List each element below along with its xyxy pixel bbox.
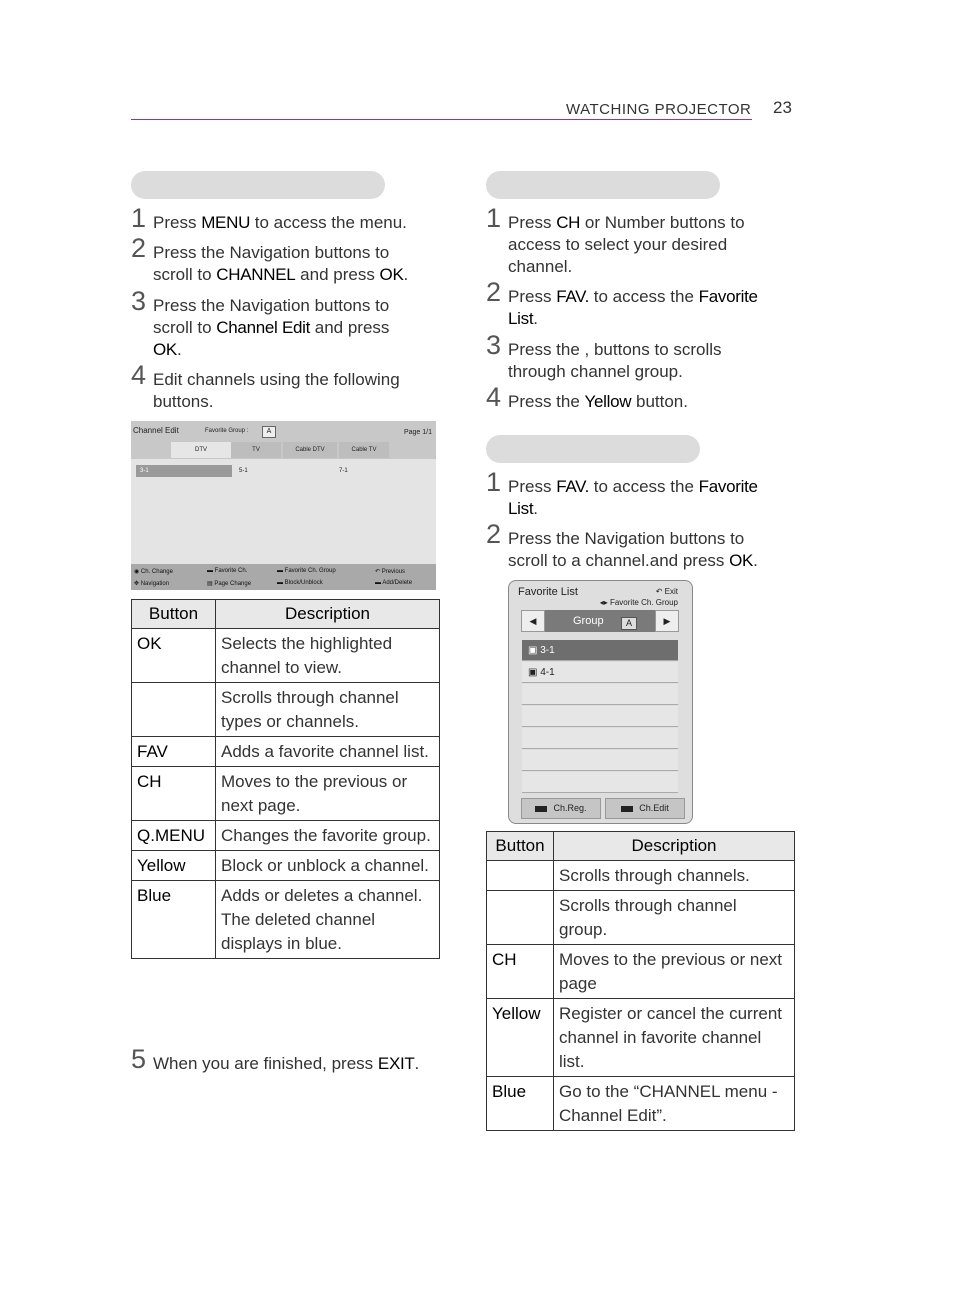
empty-row — [522, 772, 678, 793]
arrow-left-icon: ◀ — [521, 610, 545, 632]
step-text — [508, 391, 776, 413]
step-text — [508, 339, 776, 383]
favorite-group-value: A — [262, 426, 276, 438]
key-term: Favorite List — [508, 287, 758, 328]
table-row — [487, 861, 795, 891]
ch-edit-button: Ch.Edit — [605, 798, 685, 819]
table-header: Description — [216, 600, 440, 629]
key-term: EXIT — [377, 1054, 415, 1073]
description-cell: Scrolls through channels. — [554, 861, 795, 891]
instruction-step — [486, 277, 776, 330]
footer-block-unblock: ▬ Block/Unblock — [277, 580, 323, 586]
description-cell: Register or cancel the current channel in favorite channel list. — [554, 999, 795, 1077]
table-row — [132, 767, 440, 821]
footer-favorite-group: ▬ Favorite Ch. Group — [277, 568, 336, 574]
favorite-channel-selected: ▣ 3-1 — [522, 640, 678, 661]
tab-tv: TV — [231, 442, 281, 458]
instruction-step — [486, 467, 776, 520]
group-selector — [521, 610, 679, 632]
step-text — [153, 295, 421, 361]
step-fragment: to access the — [589, 477, 699, 496]
ch-reg-button: Ch.Reg. — [521, 798, 601, 819]
instruction-step — [131, 233, 421, 286]
step-number: 4 — [131, 360, 147, 390]
step-fragment: . — [403, 265, 409, 284]
step-text — [153, 369, 421, 413]
channel-edit-screen — [131, 421, 436, 590]
group-label: Group — [573, 615, 604, 627]
step-number: 1 — [486, 203, 502, 233]
instruction-step — [486, 203, 776, 278]
table-row — [487, 945, 795, 999]
step-fragment: Press — [508, 213, 557, 232]
step-fragment: Press the Navigation buttons to scroll to a channel.and press — [508, 529, 745, 570]
key-term: CHANNEL — [216, 265, 296, 284]
footer-ch-change: ◉ Ch. Change — [134, 569, 173, 575]
description-cell: Adds or deletes a channel. The deleted channel displays in blue. — [216, 881, 440, 959]
step-number: 3 — [486, 330, 502, 360]
key-term: MENU — [201, 213, 251, 232]
favorite-list-title: Favorite List — [518, 586, 578, 598]
header-section-title: WATCHING PROJECTOR — [566, 101, 752, 118]
instruction-step — [131, 1044, 451, 1075]
step-fragment: Press the , buttons to scrolls through channel group. — [508, 340, 722, 381]
step-fragment: Edit channels using the following buttons. — [153, 370, 400, 411]
page-indicator: Page 1/1 — [403, 429, 432, 436]
step-fragment: Press the — [508, 392, 585, 411]
button-name-cell — [487, 891, 554, 945]
footer-previous: ↶ Previous — [375, 569, 406, 575]
step-number: 3 — [131, 286, 147, 316]
description-cell: Scrolls through channel group. — [554, 891, 795, 945]
step-number: 2 — [486, 519, 502, 549]
key-term: Channel Edit — [216, 318, 311, 337]
key-term: OK — [379, 265, 404, 284]
table-header: Description — [554, 832, 795, 861]
step-fragment: . — [753, 551, 758, 570]
step-fragment: . — [414, 1054, 420, 1073]
footer-page-change: ▤ Page Change — [207, 581, 252, 587]
step-number: 2 — [486, 277, 502, 307]
step-number: 5 — [131, 1044, 147, 1074]
description-cell: Selects the highlighted channel to view. — [216, 629, 440, 683]
table-row — [132, 629, 440, 683]
key-term: OK — [153, 340, 177, 359]
button-name-cell: Yellow — [132, 851, 216, 881]
instruction-step — [131, 203, 421, 234]
channel-edit-title: Channel Edit — [133, 426, 179, 435]
table-row — [132, 881, 440, 959]
step-fragment: When you are finished, press — [153, 1054, 378, 1073]
page-number: 23 — [773, 98, 792, 117]
tab-cable-dtv: Cable DTV — [283, 442, 337, 458]
description-cell: Changes the favorite group. — [216, 821, 440, 851]
step-fragment: . — [533, 499, 538, 518]
key-term: FAV. — [556, 477, 590, 496]
channel-item: 5-1 — [239, 468, 248, 474]
instruction-step — [486, 519, 776, 572]
exit-hint: ↶ Exit — [655, 587, 678, 596]
step-text — [508, 528, 776, 572]
channel-item: 7-1 — [339, 468, 348, 474]
step-fragment: to access the menu. — [250, 213, 407, 232]
description-cell: Block or unblock a channel. — [216, 851, 440, 881]
table-row — [132, 683, 440, 737]
description-cell: Go to the “CHANNEL menu - Channel Edit”. — [554, 1077, 795, 1131]
table-row — [487, 891, 795, 945]
step-fragment: to access the — [589, 287, 699, 306]
channel-item-selected: 3-1 — [136, 465, 232, 477]
table-header: Button — [487, 832, 554, 861]
button-name-cell: CH — [487, 945, 554, 999]
step-fragment: Press — [508, 477, 557, 496]
empty-row — [522, 706, 678, 727]
step-fragment: Press — [153, 213, 202, 232]
step-fragment: . — [176, 340, 182, 359]
step-fragment: Press the Navigation buttons to scroll to — [153, 243, 390, 284]
footer-favorite-ch: ▬ Favorite Ch. — [207, 568, 248, 574]
section-heading-left — [131, 171, 385, 199]
button-name-cell — [132, 683, 216, 737]
step-number: 2 — [131, 233, 147, 263]
footer-navigation: ✥ Navigation — [134, 581, 170, 587]
arrow-right-icon: ▶ — [655, 610, 679, 632]
description-cell: Moves to the previous or next page. — [216, 767, 440, 821]
instruction-step — [131, 286, 421, 361]
instruction-step — [486, 330, 776, 383]
key-term: Favorite List — [508, 477, 758, 518]
description-cell: Scrolls through channel types or channels. — [216, 683, 440, 737]
step-number: 1 — [486, 467, 502, 497]
group-value: A — [621, 617, 637, 630]
table-header: Button — [132, 600, 216, 629]
step-fragment: or Number buttons to access to select your desired channel. — [508, 213, 745, 276]
key-term: FAV. — [556, 287, 590, 306]
section-heading-right-a — [486, 171, 720, 199]
button-name-cell: FAV — [132, 737, 216, 767]
description-cell: Adds a favorite channel list. — [216, 737, 440, 767]
instruction-step — [486, 382, 776, 413]
button-name-cell: CH — [132, 767, 216, 821]
step-text — [153, 1053, 451, 1075]
empty-row — [522, 684, 678, 705]
step-fragment: Press — [508, 287, 557, 306]
step-text — [153, 212, 421, 234]
step-text — [508, 212, 776, 278]
step-fragment: and press — [295, 265, 380, 284]
instruction-step — [131, 360, 421, 413]
description-cell: Moves to the previous or next page — [554, 945, 795, 999]
right-button-table — [486, 831, 795, 1131]
section-heading-right-b — [486, 435, 700, 463]
button-name-cell: Q.MENU — [132, 821, 216, 851]
table-row — [132, 851, 440, 881]
button-name-cell: Blue — [132, 881, 216, 959]
table-row — [132, 737, 440, 767]
key-term: CH — [556, 213, 581, 232]
tab-cable-tv: Cable TV — [339, 442, 389, 458]
footer-add-delete: ▬ Add/Delete — [375, 580, 413, 586]
step-text — [153, 242, 421, 286]
empty-row — [522, 728, 678, 749]
empty-row — [522, 750, 678, 771]
favorite-group-label: Favorite Group : — [205, 428, 249, 434]
table-row — [487, 1077, 795, 1131]
button-name-cell: Yellow — [487, 999, 554, 1077]
table-row — [132, 821, 440, 851]
step-text — [508, 286, 776, 330]
step-text — [508, 476, 776, 520]
step-number: 1 — [131, 203, 147, 233]
table-row — [487, 999, 795, 1077]
favorite-group-hint: ◂▸ Favorite Ch. Group — [599, 598, 678, 607]
key-term: Yellow — [584, 392, 632, 411]
button-name-cell — [487, 861, 554, 891]
step-number: 4 — [486, 382, 502, 412]
tab-dtv: DTV — [171, 442, 231, 458]
button-name-cell: OK — [132, 629, 216, 683]
favorite-list-screen — [508, 580, 693, 824]
step-fragment: button. — [631, 392, 688, 411]
step-fragment: . — [533, 309, 538, 328]
step-fragment: Press the Navigation buttons to scroll to — [153, 296, 390, 337]
favorite-channel: ▣ 4-1 — [522, 662, 678, 683]
left-button-table — [131, 599, 440, 959]
step-fragment: and press — [310, 318, 390, 337]
key-term: OK — [729, 551, 754, 570]
header-divider — [131, 119, 752, 120]
button-name-cell: Blue — [487, 1077, 554, 1131]
